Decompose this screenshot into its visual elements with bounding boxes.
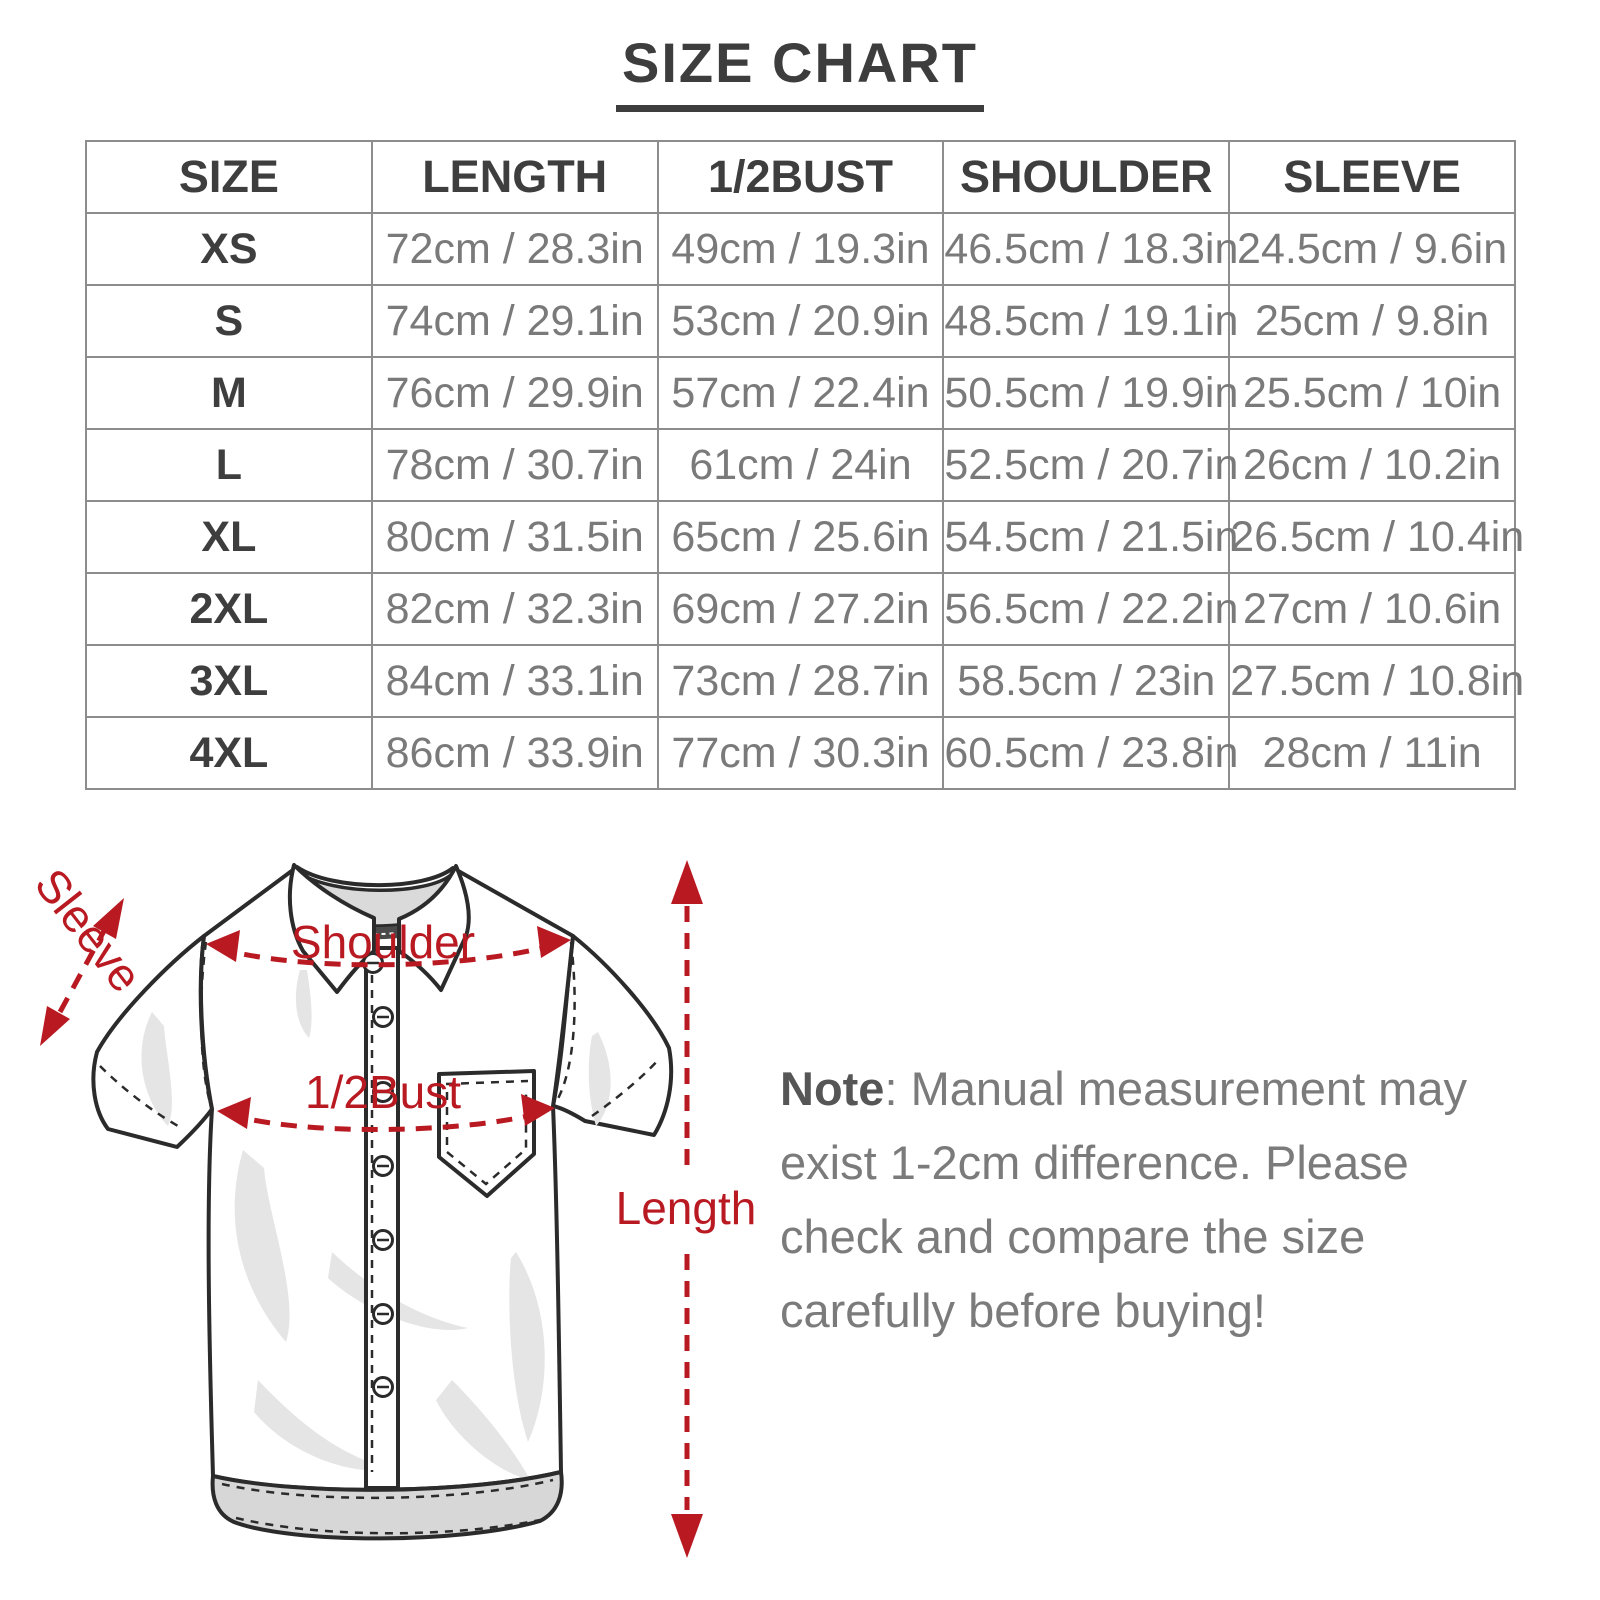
measurement-cell: 84cm / 33.1in <box>372 645 658 717</box>
size-table-body <box>86 213 1525 789</box>
size-cell: XS <box>86 213 372 285</box>
note-text: : Manual measurement may exist 1-2cm difference. Please check and compare the size carefully before buying! <box>780 1062 1467 1337</box>
measurement-cell: 73cm / 28.7in <box>658 645 944 717</box>
measurement-cell: 72cm / 28.3in <box>372 213 658 285</box>
measurement-cell: 54.5cm / 21.5in <box>943 501 1229 573</box>
measurement-cell: 58.5cm / 23in <box>943 645 1229 717</box>
table-row <box>86 573 1515 645</box>
measurement-cell: 27cm / 10.6in <box>1229 573 1515 645</box>
page-title: SIZE CHART <box>616 30 984 112</box>
measurement-cell: 61cm / 24in <box>658 429 944 501</box>
bust-label: 1/2Bust <box>305 1066 461 1118</box>
size-table-header <box>86 141 1515 213</box>
note-label: Note <box>780 1062 885 1115</box>
measurement-cell: 60.5cm / 23.8in <box>943 717 1229 789</box>
col-header-bust: 1/2BUST <box>658 141 944 213</box>
table-row <box>86 285 1515 357</box>
size-cell: L <box>86 429 372 501</box>
table-row <box>86 717 1515 789</box>
length-label: Length <box>615 1182 757 1234</box>
page-title-wrap <box>0 30 1600 112</box>
size-cell: 2XL <box>86 573 372 645</box>
measurement-cell: 78cm / 30.7in <box>372 429 658 501</box>
table-row <box>86 429 1515 501</box>
measurement-cell: 26cm / 10.2in <box>1229 429 1515 501</box>
measurement-note <box>780 1052 1504 1348</box>
table-row <box>86 501 1515 573</box>
measurement-cell: 80cm / 31.5in <box>372 501 658 573</box>
shirt-measurement-diagram <box>0 820 760 1580</box>
measurement-cell: 25.5cm / 10in <box>1229 357 1515 429</box>
col-header-length: LENGTH <box>372 141 658 213</box>
measurement-cell: 57cm / 22.4in <box>658 357 944 429</box>
measurement-cell: 74cm / 29.1in <box>372 285 658 357</box>
shoulder-label: Shoulder <box>290 916 476 968</box>
measurement-cell: 26.5cm / 10.4in <box>1229 501 1515 573</box>
measurement-cell: 86cm / 33.9in <box>372 717 658 789</box>
measurement-cell: 25cm / 9.8in <box>1229 285 1515 357</box>
size-cell: M <box>86 357 372 429</box>
measurement-cell: 77cm / 30.3in <box>658 717 944 789</box>
measurement-cell: 28cm / 11in <box>1229 717 1515 789</box>
col-header-shoulder: SHOULDER <box>943 141 1229 213</box>
sleeve-label: Sleeve <box>24 858 153 1002</box>
measurement-cell: 76cm / 29.9in <box>372 357 658 429</box>
size-cell: 4XL <box>86 717 372 789</box>
size-cell: S <box>86 285 372 357</box>
col-header-size: SIZE <box>86 141 372 213</box>
table-row <box>86 645 1515 717</box>
measurement-cell: 24.5cm / 9.6in <box>1229 213 1515 285</box>
table-row <box>86 357 1515 429</box>
measurement-cell: 53cm / 20.9in <box>658 285 944 357</box>
measurement-cell: 48.5cm / 19.1in <box>943 285 1229 357</box>
measurement-cell: 52.5cm / 20.7in <box>943 429 1229 501</box>
measurement-cell: 46.5cm / 18.3in <box>943 213 1229 285</box>
measurement-cell: 50.5cm / 19.9in <box>943 357 1229 429</box>
header-row <box>86 141 1515 213</box>
col-header-sleeve: SLEEVE <box>1229 141 1515 213</box>
measurement-cell: 49cm / 19.3in <box>658 213 944 285</box>
size-table <box>85 140 1525 790</box>
table-row <box>86 213 1515 285</box>
measurement-cell: 65cm / 25.6in <box>658 501 944 573</box>
size-cell: 3XL <box>86 645 372 717</box>
measurement-cell: 82cm / 32.3in <box>372 573 658 645</box>
size-cell: XL <box>86 501 372 573</box>
measurement-cell: 69cm / 27.2in <box>658 573 944 645</box>
measurement-cell: 56.5cm / 22.2in <box>943 573 1229 645</box>
measurement-cell: 27.5cm / 10.8in <box>1229 645 1515 717</box>
